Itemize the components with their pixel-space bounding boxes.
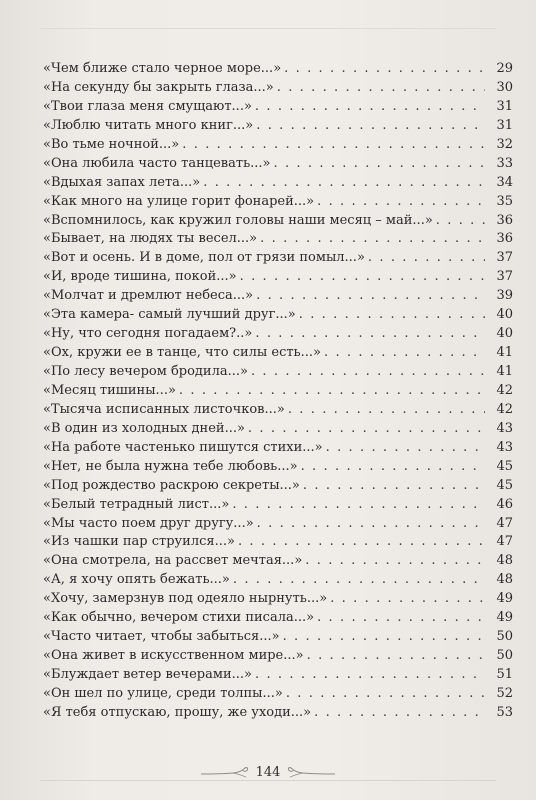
toc-entry-page: 30 (496, 79, 513, 95)
toc-entry-title: «В один из холодных дней...» (43, 420, 245, 436)
toc-entry (43, 363, 513, 382)
toc-dot-leader (301, 458, 485, 477)
toc-entry (43, 647, 513, 666)
toc-entry (43, 628, 513, 647)
toc-entry-title: «На секунду бы закрыть глаза...» (43, 79, 274, 95)
toc-entry-page: 36 (496, 212, 513, 228)
toc-dot-leader (274, 155, 486, 174)
toc-entry-page: 33 (496, 155, 513, 171)
toc-entry-page: 52 (496, 685, 513, 701)
toc-entry-page: 37 (496, 250, 513, 266)
toc-entry-title: «Молчат и дремлют небеса...» (43, 288, 254, 304)
toc-entry-page: 48 (496, 553, 513, 569)
toc-entry-title: «Вспомнилось, как кружил головы наши месяц – май...» (43, 212, 433, 228)
toc-entry-page: 50 (496, 629, 513, 645)
toc-entry-title: «Нет, не была нужна тебе любовь...» (43, 458, 298, 474)
toc-entry-page: 39 (496, 288, 513, 304)
table-of-contents (43, 60, 513, 723)
ornament-left-icon (199, 765, 251, 779)
toc-entry-page: 36 (496, 231, 513, 247)
toc-entry-title: «Блуждает ветер вечерами...» (43, 667, 252, 682)
toc-dot-leader (277, 79, 485, 98)
toc-entry (43, 174, 513, 193)
toc-entry-title: «Бывает, на людях ты весел...» (43, 231, 258, 247)
toc-entry-page: 42 (496, 401, 513, 417)
header-rule (40, 28, 496, 29)
toc-entry-page: 48 (496, 572, 513, 588)
toc-dot-leader (299, 306, 485, 325)
toc-entry (43, 533, 513, 552)
toc-dot-leader (288, 401, 485, 420)
toc-entry (43, 666, 513, 685)
toc-dot-leader (232, 496, 485, 515)
toc-entry-page: 41 (496, 364, 513, 379)
toc-entry-title: «Твои глаза меня смущают...» (43, 98, 252, 114)
toc-entry-page: 47 (496, 534, 513, 550)
toc-entry (43, 571, 513, 590)
page-footer (0, 762, 536, 782)
toc-dot-leader (314, 704, 485, 723)
toc-entry-title: «А, я хочу опять бежать...» (43, 572, 230, 588)
page-number: 144 (255, 764, 281, 780)
toc-dot-leader (256, 287, 485, 306)
toc-dot-leader (255, 666, 485, 685)
toc-entry-page: 43 (496, 420, 513, 436)
toc-entry-title: «Тысяча исписанных листочков...» (43, 401, 285, 417)
toc-entry (43, 401, 513, 420)
toc-entry-page: 51 (496, 667, 513, 682)
toc-entry-title: «Вот и осень. И в доме, пол от грязи помыл...» (43, 250, 365, 266)
toc-entry (43, 420, 513, 439)
toc-dot-leader (326, 439, 485, 458)
ornament-right-icon (285, 765, 337, 779)
toc-entry-page: 29 (496, 61, 513, 76)
toc-entry (43, 60, 513, 79)
toc-entry-title: «Я тебя отпускаю, прошу, же уходи...» (43, 704, 312, 720)
toc-entry (43, 230, 513, 249)
toc-dot-leader (179, 382, 485, 401)
toc-entry-page: 35 (496, 193, 513, 209)
toc-entry (43, 117, 513, 136)
toc-dot-leader (238, 533, 485, 552)
toc-entry-title: «Во тьме ночной...» (43, 136, 180, 152)
footer-rule (40, 780, 496, 781)
toc-entry-title: «Ну, что сегодня погадаем?..» (43, 326, 253, 342)
toc-entry (43, 268, 513, 287)
toc-entry-page: 40 (496, 307, 513, 323)
toc-entry-page: 46 (496, 496, 513, 512)
toc-entry-page: 31 (496, 117, 513, 133)
toc-dot-leader (317, 609, 485, 628)
toc-entry-title: «Ох, кружи ее в танце, что силы есть...» (43, 345, 321, 361)
toc-entry-page: 41 (496, 345, 513, 361)
toc-entry (43, 287, 513, 306)
toc-entry-page: 40 (496, 326, 513, 342)
toc-entry (43, 609, 513, 628)
toc-dot-leader (283, 628, 485, 647)
toc-entry-title: «Белый тетрадный лист...» (43, 496, 230, 512)
toc-dot-leader (286, 685, 485, 704)
toc-entry (43, 212, 513, 231)
toc-entry-title: «Месяц тишины...» (43, 382, 176, 398)
toc-entry-title: «Она живет в искусственном мире...» (43, 648, 304, 664)
toc-entry-title: «Мы часто поем друг другу...» (43, 515, 254, 531)
toc-entry (43, 344, 513, 363)
toc-entry-title: «Эта камера- самый лучший друг...» (43, 307, 296, 323)
toc-entry-title: «Он шел по улице, среди толпы...» (43, 685, 283, 701)
toc-entry (43, 249, 513, 268)
toc-entry-page: 42 (496, 382, 513, 398)
toc-dot-leader (240, 268, 485, 287)
toc-entry-page: 31 (496, 98, 513, 114)
toc-entry (43, 439, 513, 458)
toc-entry-title: «Чем ближе стало черное море...» (43, 61, 282, 76)
toc-entry-page: 47 (496, 515, 513, 531)
toc-entry (43, 685, 513, 704)
toc-entry-title: «Из чашки пар струился...» (43, 534, 235, 550)
toc-dot-leader (251, 363, 485, 382)
toc-entry-page: 45 (496, 458, 513, 474)
toc-dot-leader (257, 515, 485, 534)
toc-entry (43, 382, 513, 401)
toc-dot-leader (233, 571, 485, 590)
toc-entry-title: «Она смотрела, на рассвет мечтая...» (43, 553, 303, 569)
toc-entry (43, 704, 513, 723)
toc-entry-page: 49 (496, 610, 513, 626)
toc-entry-title: «Как много на улице горит фонарей...» (43, 193, 315, 209)
toc-entry-title: «На работе частенько пишутся стихи...» (43, 439, 323, 455)
toc-entry-page: 34 (496, 174, 513, 190)
toc-entry-page: 45 (496, 477, 513, 493)
toc-entry (43, 306, 513, 325)
toc-dot-leader (305, 552, 485, 571)
toc-entry-page: 37 (496, 269, 513, 285)
toc-dot-leader (256, 117, 485, 136)
toc-dot-leader (324, 344, 485, 363)
toc-dot-leader (436, 212, 485, 231)
toc-dot-leader (330, 590, 485, 609)
toc-dot-leader (303, 477, 485, 496)
toc-entry (43, 515, 513, 534)
toc-entry-page: 49 (496, 591, 513, 607)
toc-entry-title: «По лесу вечером бродила...» (43, 364, 248, 379)
toc-dot-leader (255, 98, 485, 117)
toc-entry (43, 552, 513, 571)
toc-entry-title: «Часто читает, чтобы забыться...» (43, 629, 280, 645)
toc-dot-leader (203, 174, 485, 193)
toc-entry (43, 155, 513, 174)
toc-entry (43, 98, 513, 117)
toc-dot-leader (260, 230, 485, 249)
toc-entry-title: «Как обычно, вечером стихи писала...» (43, 610, 315, 626)
toc-dot-leader (284, 60, 485, 79)
toc-dot-leader (182, 136, 485, 155)
toc-dot-leader (317, 193, 485, 212)
toc-entry (43, 325, 513, 344)
toc-entry-page: 43 (496, 439, 513, 455)
toc-entry (43, 79, 513, 98)
toc-entry-page: 50 (496, 648, 513, 664)
toc-entry-title: «Вдыхая запах лета...» (43, 174, 201, 190)
toc-entry-title: «Люблю читать много книг...» (43, 117, 254, 133)
toc-entry-page: 53 (496, 704, 513, 720)
toc-entry (43, 590, 513, 609)
toc-entry-title: «Она любила часто танцевать...» (43, 155, 271, 171)
toc-dot-leader (248, 420, 485, 439)
toc-entry (43, 136, 513, 155)
toc-dot-leader (307, 647, 485, 666)
toc-dot-leader (368, 249, 485, 268)
toc-entry (43, 458, 513, 477)
toc-entry-page: 32 (496, 136, 513, 152)
toc-dot-leader (255, 325, 485, 344)
toc-entry-title: «Под рождество раскрою секреты...» (43, 477, 300, 493)
toc-entry-title: «Хочу, замерзнув под одеяло нырнуть...» (43, 591, 328, 607)
toc-entry (43, 193, 513, 212)
toc-entry (43, 477, 513, 496)
toc-entry-title: «И, вроде тишина, покой...» (43, 269, 237, 285)
toc-entry (43, 496, 513, 515)
